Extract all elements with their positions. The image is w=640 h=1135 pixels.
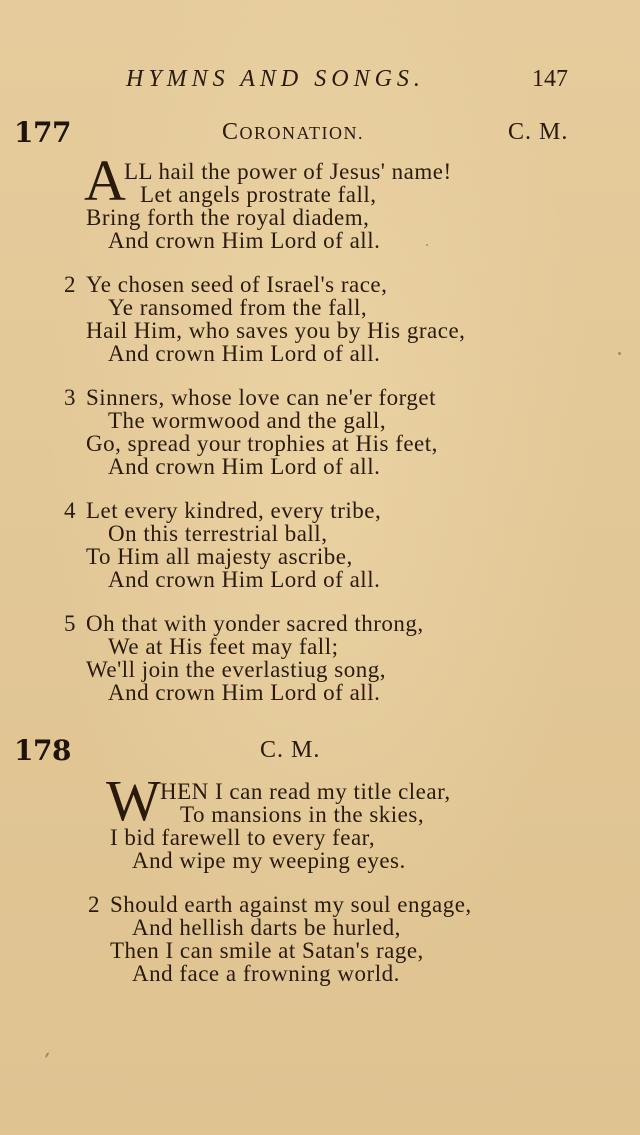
verse-line: And crown Him Lord of all. <box>108 228 381 253</box>
verse-number: 3 <box>64 385 76 410</box>
verse-line: I bid farewell to every fear, <box>110 825 376 850</box>
verse-line: And crown Him Lord of all. <box>108 341 381 366</box>
hymn-title-cap: C <box>222 119 240 145</box>
verse-line: We at His feet may fall; <box>108 634 339 659</box>
verse-line: And face a frowning world. <box>132 961 400 986</box>
verse-line: Then I can smile at Satan's rage, <box>110 938 424 963</box>
verse-line: Bring forth the royal diadem, <box>86 205 370 230</box>
verse-line: To Him all majesty ascribe, <box>86 544 353 569</box>
hymn-number: 177 <box>14 116 71 149</box>
verse-line: Hail Him, who saves you by His grace, <box>86 318 466 343</box>
paper-speck <box>45 1052 50 1058</box>
verse-number: 5 <box>64 611 76 636</box>
hymn-meter: C. M. <box>508 119 569 145</box>
verse-line: The wormwood and the gall, <box>108 408 387 433</box>
verse-line: Let every kindred, every tribe, <box>86 498 382 523</box>
verse-line: And hellish darts be hurled, <box>132 915 401 940</box>
hymn-title <box>222 119 364 146</box>
verse-line: And crown Him Lord of all. <box>108 680 381 705</box>
verse-line: We'll join the everlastiug song, <box>86 657 386 682</box>
verse-number: 4 <box>64 498 76 523</box>
drop-cap: W <box>106 768 161 833</box>
verse-line: Oh that with yonder sacred throng, <box>86 611 424 636</box>
running-head: HYMNS AND SONGS. <box>126 66 425 92</box>
verse-number: 2 <box>88 892 100 917</box>
hymn-number: 178 <box>14 734 71 767</box>
verse-line: To mansions in the skies, <box>180 802 425 827</box>
verse-line: Ye ransomed from the fall, <box>108 295 368 320</box>
verse-number: 2 <box>64 272 76 297</box>
page-number: 147 <box>532 66 568 92</box>
hymn-meter: C. M. <box>260 737 321 763</box>
paper-speck <box>426 244 428 246</box>
verse-line: Let angels prostrate fall, <box>140 182 377 207</box>
verse-line: And crown Him Lord of all. <box>108 567 381 592</box>
verse-line: HEN I can read my title clear, <box>160 779 451 804</box>
verse-line: Sinners, whose love can ne'er forget <box>86 385 437 410</box>
verse-line: LL hail the power of Jesus' name! <box>124 159 452 184</box>
verse-line: Ye chosen seed of Israel's race, <box>86 272 388 297</box>
verse-line: On this terrestrial ball, <box>108 521 328 546</box>
verse-line: Go, spread your trophies at His feet, <box>86 431 438 456</box>
verse-line: Should earth against my soul engage, <box>110 892 472 917</box>
paper-speck <box>618 352 621 355</box>
drop-cap: A <box>84 148 126 213</box>
verse-line: And crown Him Lord of all. <box>108 454 381 479</box>
verse-line: And wipe my weeping eyes. <box>132 848 406 873</box>
hymn-title-rest: ORONATION. <box>239 123 365 143</box>
